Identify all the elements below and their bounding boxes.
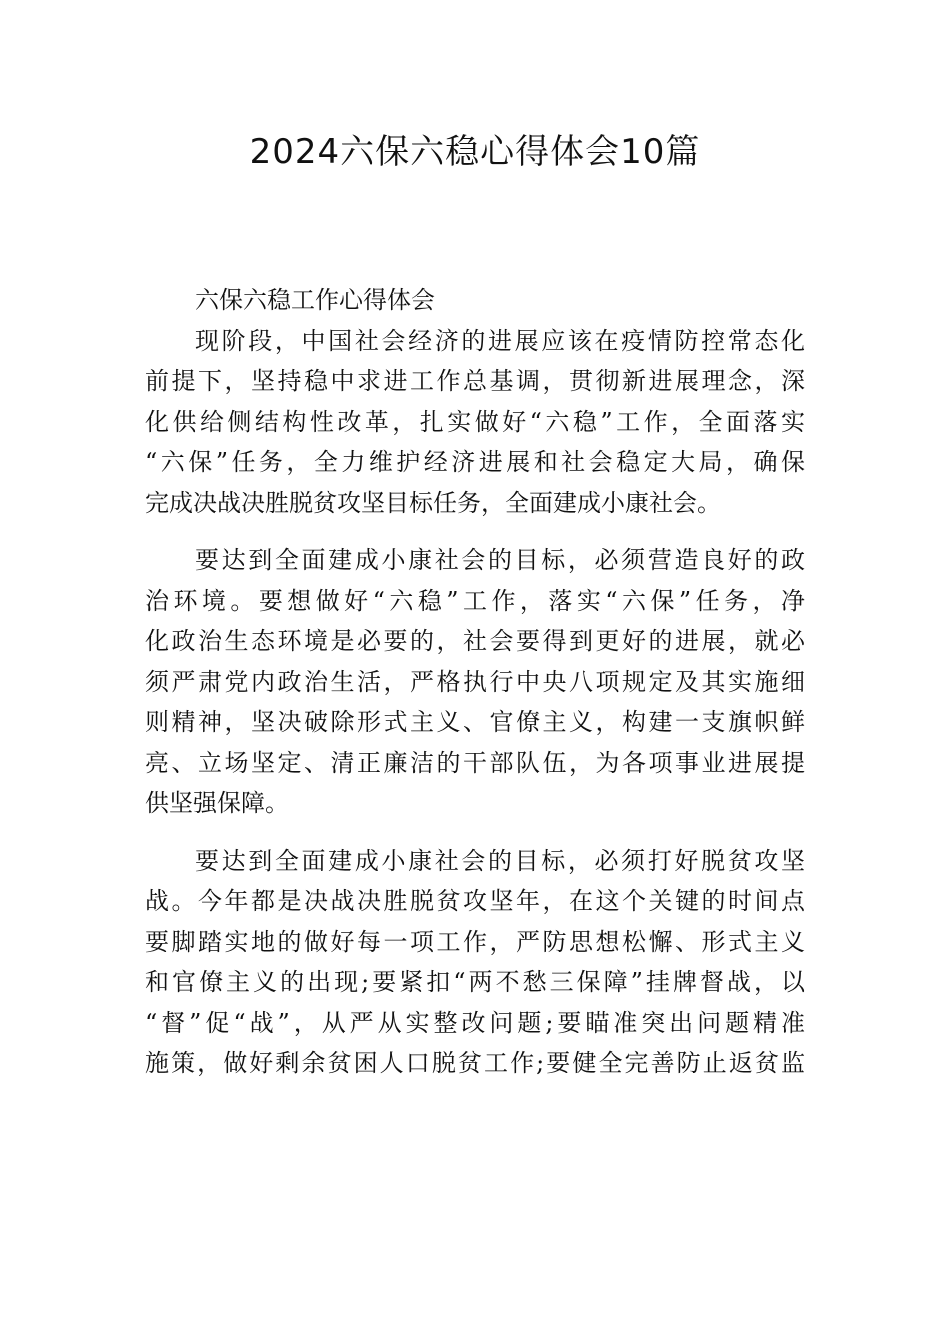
paragraph (145, 841, 805, 1084)
paragraph-line: 化供给侧结构性改革，扎实做好“六稳”工作，全面落实 (145, 407, 805, 436)
section-subtitle: 六保六稳工作心得体会 (195, 286, 435, 314)
paragraph-line: 要达到全面建成小康社会的目标，必须营造良好的政 (195, 546, 805, 574)
paragraph-line: 战。今年都是决战决胜脱贫攻坚年，在这个关键的时间点 (145, 887, 805, 915)
paragraph-line: 则精神，坚决破除形式主义、官僚主义，构建一支旗帜鲜 (145, 708, 805, 736)
paragraph-line: 化政治生态环境是必要的，社会要得到更好的进展，就必 (145, 627, 805, 655)
paragraph-line: “六保”任务，全力维护经济进展和社会稳定大局，确保 (145, 448, 805, 476)
paragraph-line: 供坚强保障。 (145, 789, 289, 817)
paragraph (145, 321, 805, 524)
paragraph-line: 和官僚主义的出现;要紧扣“两不愁三保障”挂牌督战，以 (145, 968, 805, 996)
paragraph-line: 现阶段，中国社会经济的进展应该在疫情防控常态化 (195, 326, 805, 355)
paragraph-line: 要达到全面建成小康社会的目标，必须打好脱贫攻坚 (195, 846, 805, 875)
paragraph-line: 亮、立场坚定、清正廉洁的干部队伍，为各项事业进展提 (145, 748, 805, 777)
paragraph-line: 须严肃党内政治生活，严格执行中央八项规定及其实施细 (145, 667, 805, 696)
document-title: 2024六保六稳心得体会10篇 (249, 132, 701, 172)
document-body (145, 280, 805, 1084)
paragraph-line: 前提下，坚持稳中求进工作总基调，贯彻新进展理念，深 (145, 367, 805, 395)
paragraph-line: “督”促“战”，从严从实整改问题;要瞄准突出问题精准 (145, 1008, 805, 1037)
paragraph-line: 治环境。要想做好“六稳”工作，落实“六保”任务，净 (145, 586, 805, 615)
paragraph (145, 540, 805, 824)
paragraph-line: 施策，做好剩余贫困人口脱贫工作;要健全完善防止返贫监 (145, 1049, 805, 1077)
paragraph-line: 要脚踏实地的做好每一项工作，严防思想松懈、形式主义 (145, 927, 805, 956)
paragraph-line: 完成决战决胜脱贫攻坚目标任务，全面建成小康社会。 (145, 488, 721, 517)
